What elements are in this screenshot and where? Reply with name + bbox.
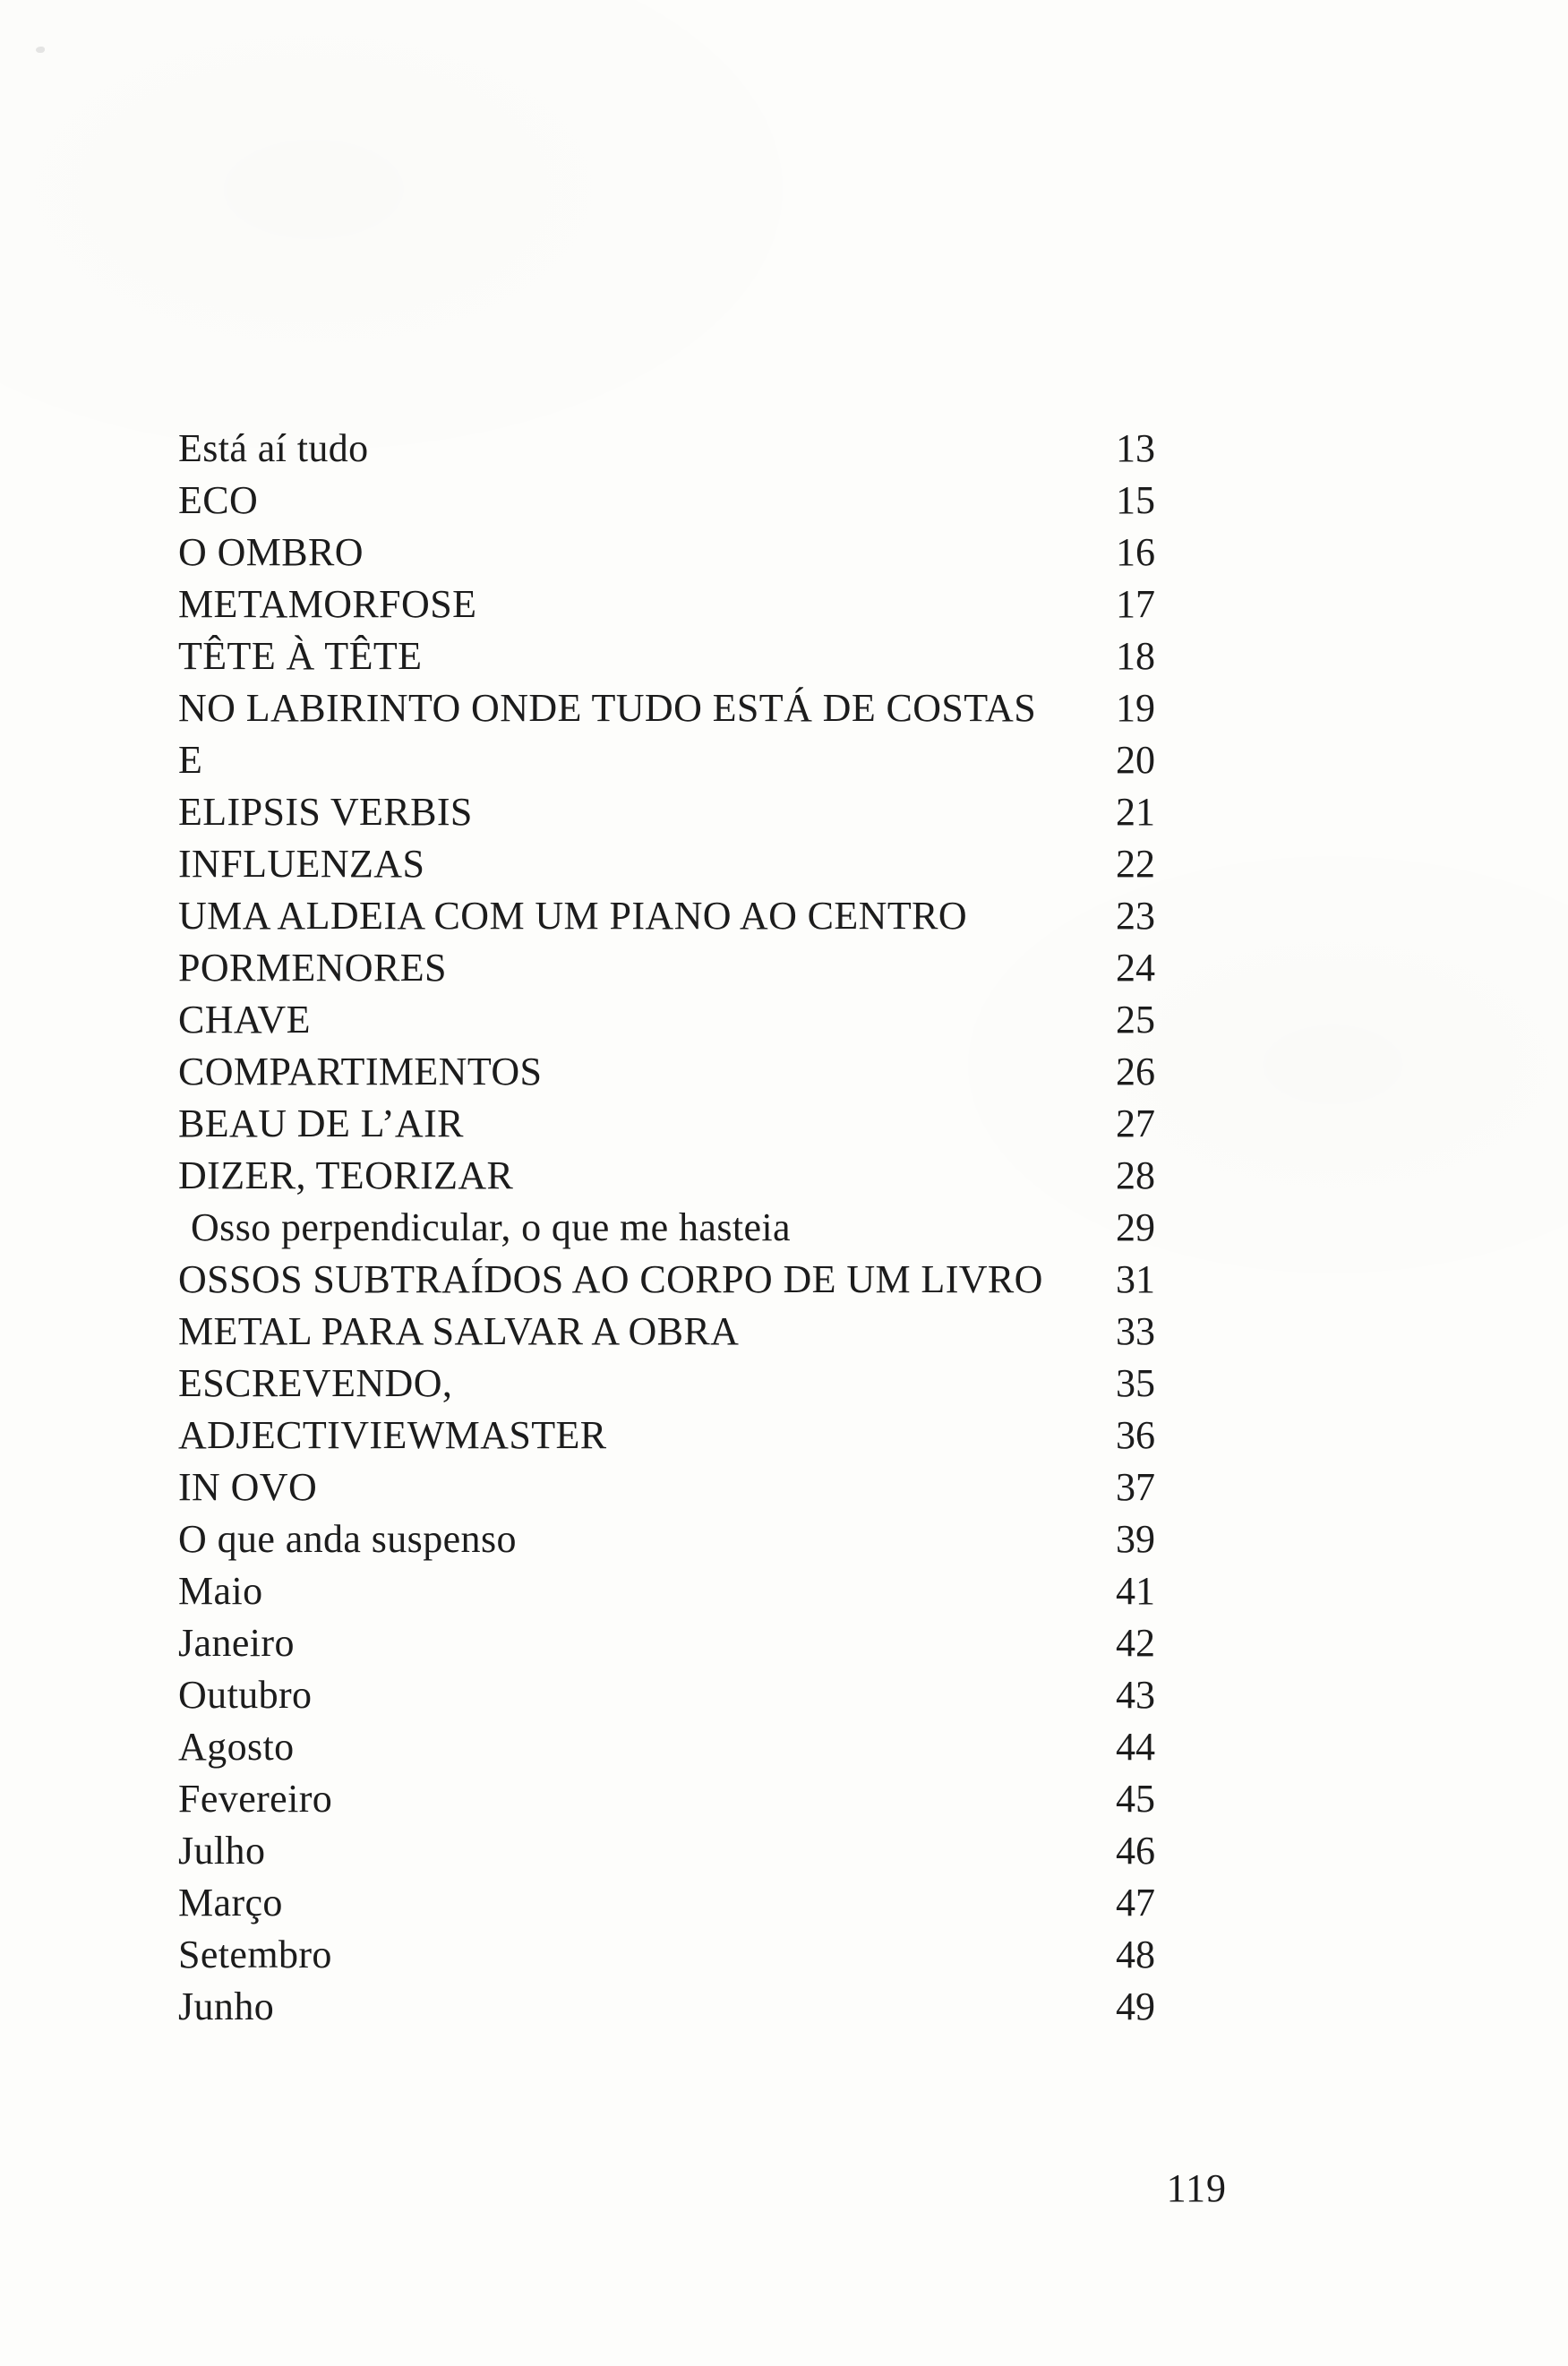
toc-row: [178, 1462, 1155, 1513]
toc-entry-page: 36: [1116, 1413, 1155, 1457]
toc-row: [178, 1098, 1155, 1150]
toc-row: [178, 1565, 1155, 1617]
toc-entry-page: 29: [1116, 1205, 1155, 1249]
toc-entry-title: Osso perpendicular, o que me hasteia: [191, 1205, 791, 1249]
toc-row: [178, 994, 1155, 1046]
toc-entry-title: COMPARTIMENTOS: [178, 1050, 543, 1093]
toc-entry-title: DIZER, TEORIZAR: [178, 1153, 514, 1197]
toc-entry-title: ECO: [178, 478, 259, 522]
toc-row: [178, 1669, 1155, 1721]
toc-entry-page: 45: [1116, 1777, 1155, 1821]
toc-row: [178, 1410, 1155, 1462]
toc-row: [178, 1721, 1155, 1773]
toc-entry-title: METAMORFOSE: [178, 582, 477, 626]
toc-entry-page: 42: [1116, 1621, 1155, 1665]
table-of-contents: [178, 423, 1155, 2033]
folio-page-number: 119: [1166, 2166, 1227, 2210]
toc-entry-title: Fevereiro: [178, 1777, 333, 1821]
toc-entry-page: 23: [1116, 894, 1155, 938]
toc-entry-page: 15: [1116, 478, 1155, 522]
toc-entry-title: METAL PARA SALVAR A OBRA: [178, 1309, 740, 1353]
toc-row: [178, 1513, 1155, 1565]
toc-entry-page: 19: [1116, 686, 1155, 730]
toc-row: [178, 1617, 1155, 1669]
toc-entry-page: 49: [1116, 1985, 1155, 2028]
toc-row: [178, 1773, 1155, 1825]
toc-entry-title: Está aí tudo: [178, 426, 369, 470]
toc-row: [178, 1929, 1155, 1981]
toc-entry-title: PORMENORES: [178, 946, 447, 990]
toc-row: [178, 838, 1155, 890]
toc-entry-title: ESCREVENDO,: [178, 1361, 453, 1405]
toc-row: [178, 527, 1155, 579]
toc-row: [178, 734, 1155, 786]
toc-entry-title: Julho: [178, 1829, 266, 1873]
toc-entry-title: OSSOS SUBTRAÍDOS AO CORPO DE UM LIVRO: [178, 1257, 1043, 1301]
toc-entry-title: Maio: [178, 1569, 263, 1613]
toc-entry-title: O que anda suspenso: [178, 1517, 517, 1561]
toc-row: [178, 890, 1155, 942]
toc-entry-title: Outubro: [178, 1673, 313, 1717]
toc-row: [178, 630, 1155, 682]
toc-entry-page: 26: [1116, 1050, 1155, 1093]
toc-entry-title: UMA ALDEIA COM UM PIANO AO CENTRO: [178, 894, 968, 938]
toc-entry-title: BEAU DE L’AIR: [178, 1102, 464, 1145]
toc-row: [178, 1202, 1155, 1254]
toc-row: [178, 1046, 1155, 1098]
toc-entry-page: 25: [1116, 998, 1155, 1042]
toc-entry-title: IN OVO: [178, 1465, 318, 1509]
toc-row: [178, 475, 1155, 527]
toc-entry-page: 22: [1116, 842, 1155, 886]
toc-row: [178, 1825, 1155, 1877]
toc-entry-page: 47: [1116, 1881, 1155, 1925]
toc-entry-page: 43: [1116, 1673, 1155, 1717]
toc-entry-page: 18: [1116, 634, 1155, 678]
toc-entry-page: 20: [1116, 738, 1155, 782]
toc-row: [178, 1981, 1155, 2033]
toc-entry-page: 33: [1116, 1309, 1155, 1353]
toc-entry-page: 24: [1116, 946, 1155, 990]
toc-entry-page: 39: [1116, 1517, 1155, 1561]
toc-row: [178, 682, 1155, 734]
scan-speck: [36, 47, 45, 53]
toc-entry-title: CHAVE: [178, 998, 311, 1042]
toc-row: [178, 786, 1155, 838]
toc-row: [178, 1254, 1155, 1306]
toc-row: [178, 1358, 1155, 1410]
toc-entry-title: Agosto: [178, 1725, 295, 1769]
toc-entry-page: 44: [1116, 1725, 1155, 1769]
toc-entry-title: Janeiro: [178, 1621, 295, 1665]
toc-row: [178, 1150, 1155, 1202]
toc-entry-page: 37: [1116, 1465, 1155, 1509]
toc-entry-page: 41: [1116, 1569, 1155, 1613]
toc-entry-page: 13: [1116, 426, 1155, 470]
toc-entry-page: 21: [1116, 790, 1155, 834]
toc-entry-title: Junho: [178, 1985, 275, 2028]
toc-entry-title: O OMBRO: [178, 530, 364, 574]
toc-row: [178, 1306, 1155, 1358]
toc-entry-page: 17: [1116, 582, 1155, 626]
toc-row: [178, 579, 1155, 630]
toc-row: [178, 1877, 1155, 1929]
toc-entry-title: ELIPSIS VERBIS: [178, 790, 473, 834]
toc-entry-title: Setembro: [178, 1933, 332, 1976]
toc-entry-page: 27: [1116, 1102, 1155, 1145]
toc-entry-title: E: [178, 738, 203, 782]
toc-entry-title: TÊTE À TÊTE: [178, 634, 423, 678]
toc-entry-title: Março: [178, 1881, 283, 1925]
toc-entry-page: 16: [1116, 530, 1155, 574]
toc-entry-title: NO LABIRINTO ONDE TUDO ESTÁ DE COSTAS: [178, 686, 1037, 730]
toc-entry-page: 46: [1116, 1829, 1155, 1873]
toc-row: [178, 423, 1155, 475]
toc-entry-page: 35: [1116, 1361, 1155, 1405]
toc-row: [178, 942, 1155, 994]
toc-entry-title: INFLUENZAS: [178, 842, 425, 886]
toc-entry-page: 31: [1116, 1257, 1155, 1301]
toc-entry-page: 48: [1116, 1933, 1155, 1976]
toc-entry-title: ADJECTIVIEWMASTER: [178, 1413, 607, 1457]
toc-entry-page: 28: [1116, 1153, 1155, 1197]
